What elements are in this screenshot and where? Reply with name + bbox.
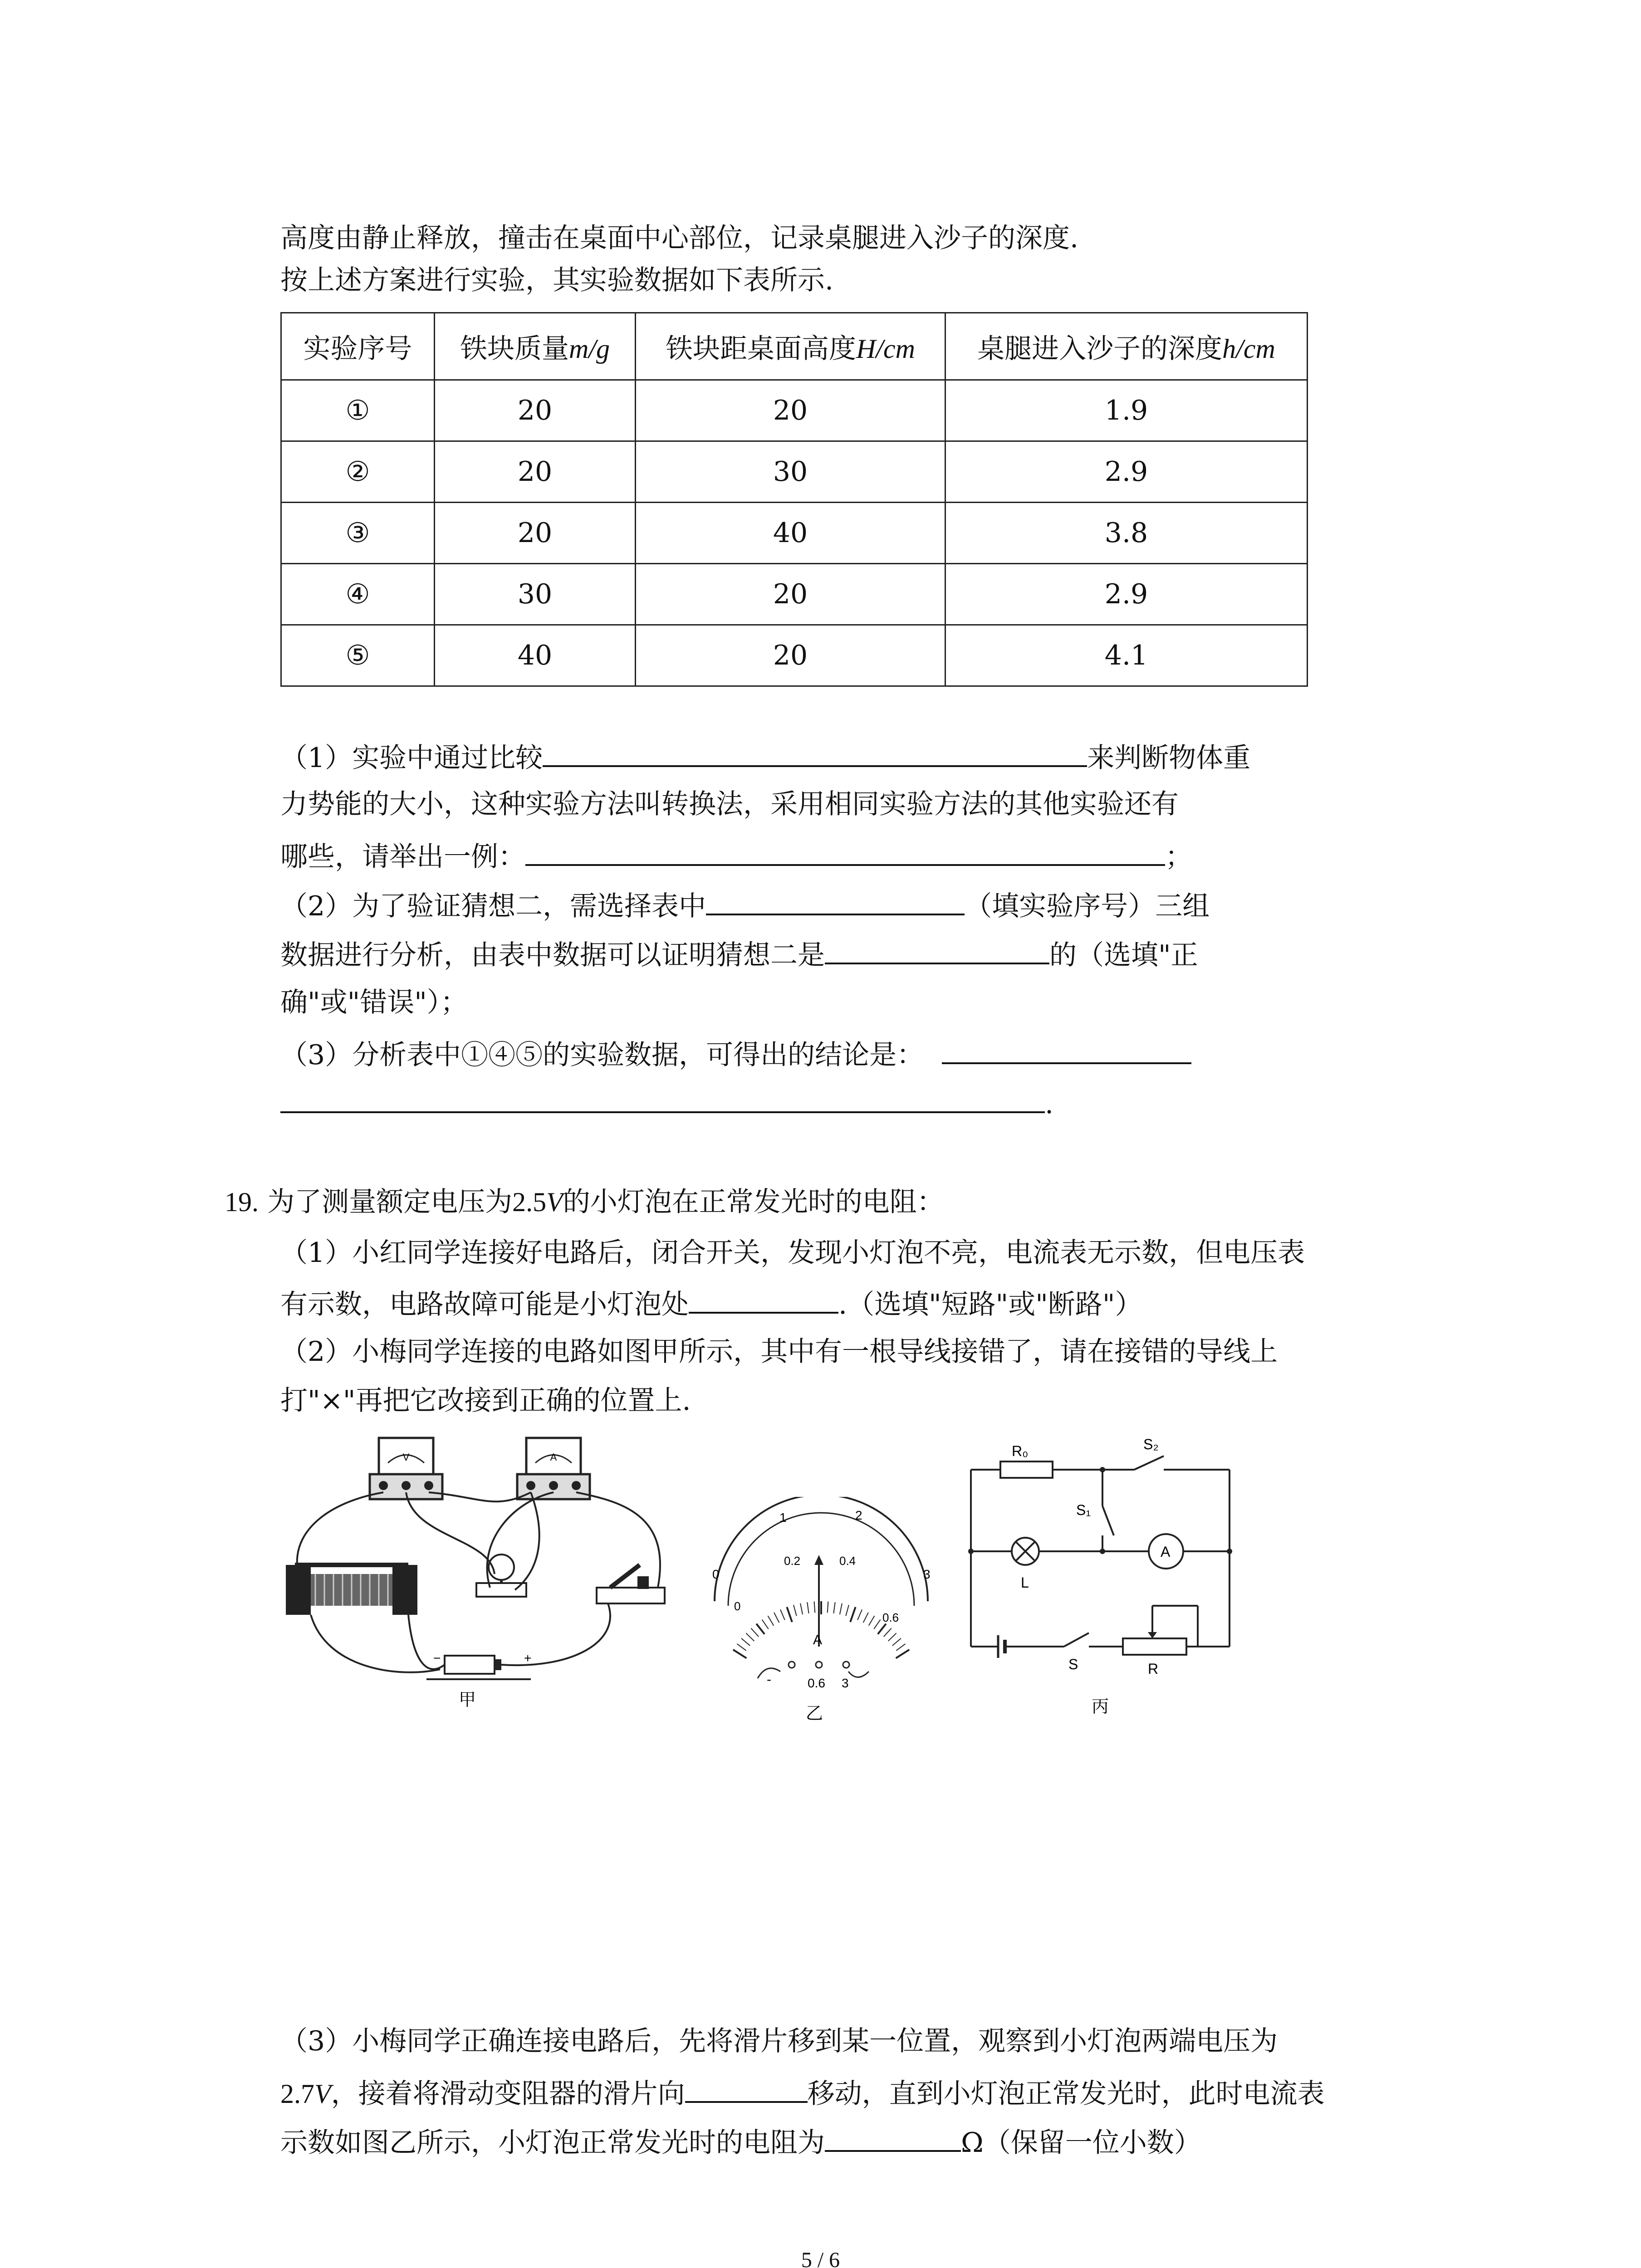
answer-blank[interactable]	[706, 885, 965, 915]
table-row	[281, 564, 1308, 625]
q18-part2-line3: 确"或"错误"）；	[280, 987, 468, 1018]
figure-jia-circuit-photo	[277, 1424, 685, 1715]
q18-part2-line1: （2）为了验证猜想二，需选择表中 （填实验序号）三组	[280, 885, 1210, 924]
svg-text:−: −	[433, 1651, 441, 1665]
intro-line-1: 高度由静止释放，撞击在桌面中心部位，记录桌腿进入沙子的深度.	[280, 222, 1079, 254]
dial-tick	[857, 1609, 862, 1620]
table-cell: 30	[435, 564, 636, 625]
q19-part3-line3: 示数如图乙所示，小灯泡正常发光时的电阻为 Ω（保留一位小数）	[280, 2122, 1201, 2161]
answer-blank[interactable]	[525, 836, 1165, 866]
table-cell: 20	[435, 503, 636, 564]
figure-yi-caption: 乙	[805, 1704, 823, 1723]
table-cell: ②	[281, 441, 435, 503]
q19-part1-line1: （1）小红同学连接好电路后，闭合开关，发现小灯泡不亮，电流表无示数，但电压表	[280, 1237, 1305, 1269]
svg-text:+: +	[524, 1651, 532, 1665]
table-header-cell: 铁块质量m/g	[435, 313, 636, 380]
table-cell: 20	[636, 625, 945, 686]
table-cell: ③	[281, 503, 435, 564]
q19-part2-line2: 打"×"再把它改接到正确的位置上.	[280, 1385, 691, 1417]
dial-tick	[762, 1620, 769, 1629]
terminal-label: 0.6	[808, 1676, 825, 1690]
figure-bing-caption: 丙	[1091, 1697, 1109, 1716]
table-row	[281, 380, 1308, 441]
scale-top-label: 0	[712, 1567, 720, 1581]
r-label: R	[1148, 1661, 1159, 1677]
dial-tick	[850, 1607, 856, 1622]
table-row	[281, 625, 1308, 686]
answer-blank[interactable]	[942, 1034, 1191, 1064]
answer-blank[interactable]	[280, 1083, 1045, 1113]
voltmeter-icon	[370, 1438, 442, 1499]
table-cell: 4.1	[945, 625, 1308, 686]
q19-part3-line2: 2.7V，接着将滑动变阻器的滑片向 移动，直到小灯泡正常发光时，此时电流表	[280, 2073, 1325, 2112]
page-number: 5 / 6	[801, 2248, 840, 2268]
answer-blank[interactable]	[825, 2122, 961, 2152]
scale-bottom-label: 0.4	[839, 1554, 856, 1568]
q18-part3-line2: .	[280, 1083, 1053, 1122]
dial-tick	[884, 1628, 892, 1637]
s1-label: S₁	[1076, 1502, 1091, 1518]
table-header-cell: 实验序号	[281, 313, 435, 380]
answer-blank[interactable]	[543, 737, 1087, 767]
r0-label: R₀	[1012, 1443, 1029, 1459]
svg-text:A: A	[550, 1452, 557, 1463]
dial-tick	[751, 1628, 759, 1637]
dial-tick	[878, 1624, 886, 1634]
dial-tick	[840, 1603, 842, 1614]
table-cell: 2.9	[945, 564, 1308, 625]
table-cell: ⑤	[281, 625, 435, 686]
dial-tick	[733, 1650, 747, 1658]
q18-part2-line2: 数据进行分析，由表中数据可以证明猜想二是 的（选填"正	[280, 934, 1198, 973]
scale-bottom-label: 0.6	[882, 1611, 899, 1624]
scale-top-label: 1	[779, 1510, 787, 1525]
dial-tick	[896, 1650, 910, 1658]
lightbulb-icon	[476, 1554, 526, 1597]
figure-jia-caption: 甲	[458, 1691, 476, 1710]
intro-line-2: 按上述方案进行实验，其实验数据如下表所示.	[280, 264, 834, 296]
a-label: A	[1161, 1544, 1171, 1560]
dial-scale	[733, 1601, 909, 1658]
dial-tick	[874, 1620, 880, 1629]
dial-tick	[780, 1609, 785, 1620]
figure-yi-ammeter-dial	[694, 1497, 948, 1724]
q18-part1-line3: 哪些，请举出一例： ；	[280, 836, 1192, 875]
dial-tick	[756, 1624, 764, 1634]
figure-bing-circuit-diagram	[957, 1429, 1252, 1724]
table-header-cell: 桌腿进入沙子的深度h/cm	[945, 313, 1308, 380]
q18-part1-line1: （1）实验中通过比较 来判断物体重	[280, 737, 1250, 776]
terminal-label: 3	[842, 1676, 849, 1690]
svg-text:A: A	[813, 1633, 823, 1647]
dial-tick	[741, 1638, 750, 1646]
table-cell: ④	[281, 564, 435, 625]
scale-top-label: 2	[855, 1508, 862, 1522]
table-cell: 40	[435, 625, 636, 686]
scale-top-label: 3	[923, 1567, 931, 1581]
table-cell: 3.8	[945, 503, 1308, 564]
table-cell: 2.9	[945, 441, 1308, 503]
table-header-cell: 铁块距桌面高度H/cm	[636, 313, 945, 380]
scale-bottom-label: 0	[734, 1599, 741, 1613]
dial-tick	[846, 1605, 849, 1616]
q19-part1-line2: 有示数，电路故障可能是小灯泡处 .（选填"短路"或"断路"）	[280, 1284, 1142, 1323]
table-cell: ①	[281, 380, 435, 441]
experiment-data-table	[280, 312, 1308, 687]
table-cell: 40	[636, 503, 945, 564]
table-cell: 1.9	[945, 380, 1308, 441]
table-cell: 20	[435, 441, 636, 503]
table-header-row	[281, 313, 1308, 380]
l-label: L	[1021, 1574, 1029, 1591]
dial-tick	[746, 1633, 754, 1641]
dial-tick	[863, 1613, 868, 1623]
dial-tick	[833, 1602, 835, 1613]
q19-stem: 19. 为了测量额定电压为2.5V的小灯泡在正常发光时的电阻：	[225, 1186, 944, 1218]
dial-tick	[768, 1616, 774, 1625]
q19-part2-line1: （2）小梅同学连接的电路如图甲所示，其中有一根导线接错了，请在接错的导线上	[280, 1336, 1278, 1368]
dial-tick	[807, 1602, 808, 1613]
q19-part3-line1: （3）小梅同学正确连接电路后，先将滑片移到某一位置，观察到小灯泡两端电压为	[280, 2025, 1278, 2057]
table-row	[281, 441, 1308, 503]
table-cell: 20	[636, 564, 945, 625]
svg-text:V: V	[402, 1452, 410, 1463]
dial-tick	[774, 1613, 779, 1623]
dial-tick	[869, 1616, 875, 1625]
dial-tick	[888, 1633, 896, 1641]
dial-tick	[896, 1644, 905, 1651]
scale-bottom-label: 0.2	[784, 1554, 801, 1568]
q18-part1-line2: 力势能的大小，这种实验方法叫转换法，采用相同实验方法的其他实验还有	[280, 788, 1179, 820]
q18-part3-line1: （3）分析表中①④⑤的实验数据，可得出的结论是：	[280, 1034, 1191, 1073]
dial-tick	[737, 1644, 746, 1651]
answer-blank[interactable]	[685, 2073, 808, 2103]
question-number: 19.	[225, 1187, 259, 1217]
ammeter-icon	[517, 1438, 590, 1499]
dial-tick	[800, 1603, 803, 1614]
table-cell: 20	[636, 380, 945, 441]
s2-label: S₂	[1143, 1436, 1159, 1452]
dial-tick	[787, 1607, 792, 1622]
dial-tick	[892, 1638, 901, 1646]
terminal-label: -	[767, 1672, 771, 1687]
table-cell: 30	[636, 441, 945, 503]
answer-blank[interactable]	[689, 1284, 838, 1314]
dial-tick	[814, 1602, 815, 1613]
table-cell: 20	[435, 380, 636, 441]
table-row	[281, 503, 1308, 564]
knife-switch-icon	[597, 1565, 665, 1603]
rheostat-icon	[286, 1565, 417, 1615]
dial-tick	[794, 1605, 797, 1616]
answer-blank[interactable]	[825, 934, 1049, 964]
s-label: S	[1068, 1656, 1078, 1672]
